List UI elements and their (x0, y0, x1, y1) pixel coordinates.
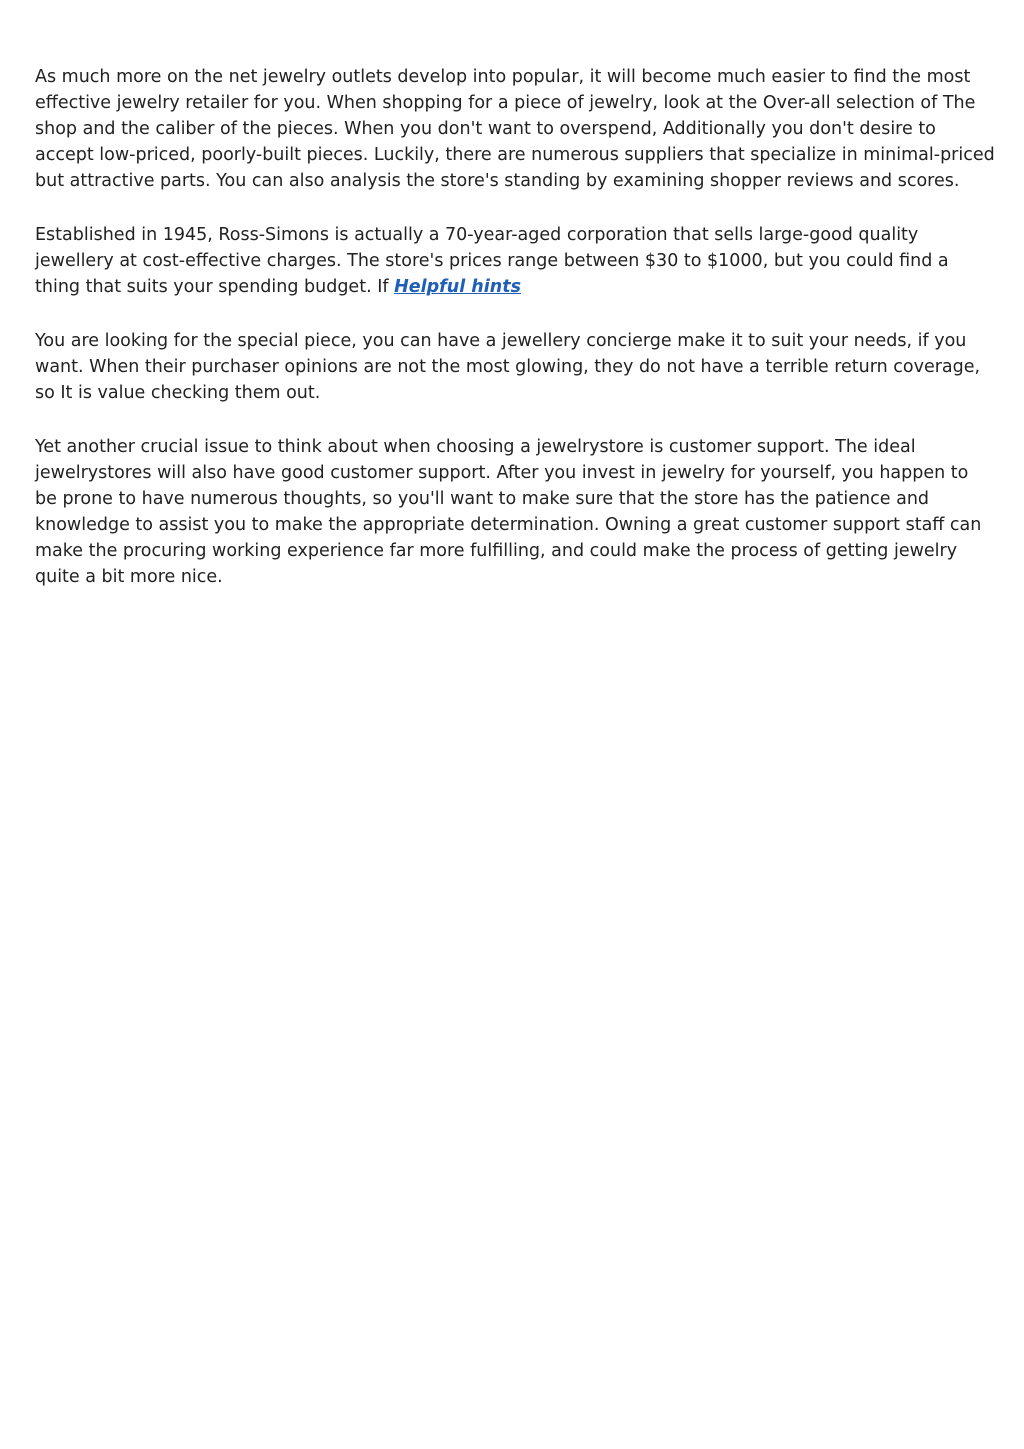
paragraph-customer-support: Yet another crucial issue to think about when choosing a jewelrystore is customer support. The ideal jewelrystores will also have good customer support. After you invest in jewelry for yourself, you happen to be prone to have numerous thoughts, so you'll want to make sure that the store has the patience and knowledge to assist you to make the appropriate determination. Owning a great customer support staff can make the procuring working experience far more fulfilling, and could make the process of getting jewelry quite a bit more nice. (35, 437, 982, 587)
paragraph-ross-simons-text: Established in 1945, Ross-Simons is actually a 70-year-aged corporation that sells large-good quality jewellery at cost-effective charges. The store's prices range between $30 to $1000, but you could find a thing that suits your spending budget. If (35, 225, 949, 297)
helpful-hints-link[interactable]: Helpful hints (394, 277, 521, 297)
paragraph-jewelry-outlets: As much more on the net jewelry outlets develop into popular, it will become much easier to find the most effective jewelry retailer for you. When shopping for a piece of jewelry, look at the Over-all selection of The shop and the caliber of the pieces. When you don't want to overspend, Additionally you don't desire to accept low-priced, poorly-built pieces. Luckily, there are numerous suppliers that specialize in minimal-priced but attractive parts. You can also analysis the store's standing by examining shopper reviews and scores. (35, 67, 995, 191)
document-body (35, 64, 995, 618)
paragraph-ross-simons (35, 222, 995, 300)
paragraph-special-piece: You are looking for the special piece, you can have a jewellery concierge make it to suit your needs, if you want. When their purchaser opinions are not the most glowing, they do not have a terrible return coverage, so It is value checking them out. (35, 331, 981, 403)
